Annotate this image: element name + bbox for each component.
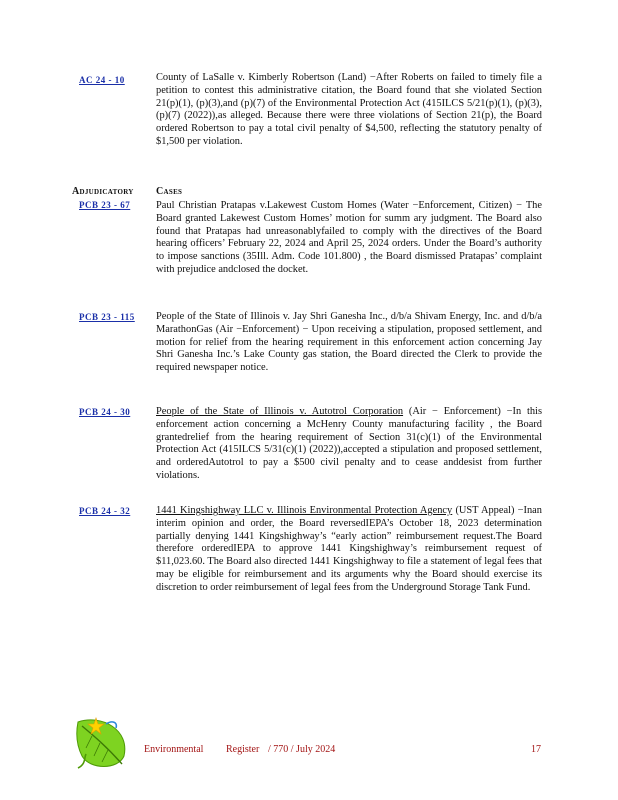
case-body: (UST Appeal) −Inan interim opinion and order, the Board reversedIEPA’s October 18, 2023 determination partially denying 1441 Kingshighway’s “early action” reimbursement request.The Board therefore orderedIEPA to approve 1441 Kingshighway’s reimbursement request of $11,023.60. The Board also directed 1441 Kingshighway to file a statement of legal fees that may be eligible for reimbursement and its arguments why the Board should exercise its discretion to order reimbursement of legal fees from the Underground Storage Tank Fund. [156,505,542,593]
case-id[interactable]: PCB 24 - 30 [79,407,131,417]
section-heading [72,186,134,197]
case-summary [156,406,542,483]
case-title: People of the State of Illinois v. Autotrol Corporation [156,406,404,417]
footer-issue: / 770 / July 2024 [268,744,336,755]
case-id[interactable]: PCB 24 - 32 [79,506,131,516]
case-summary [156,200,542,277]
section-heading-rest-2: ASES [163,188,183,196]
section-heading-initial-2: C [156,186,164,197]
case-summary [156,311,542,375]
section-heading-2 [156,186,182,197]
case-summary [156,72,542,149]
section-heading-initial: A [72,186,80,197]
case-id[interactable]: PCB 23 - 67 [79,200,131,210]
footer-register: Register [226,744,260,755]
case-body: County of LaSalle v. Kimberly Robertson (Land) −After Roberts on failed to timely file a petition to contest this administrative citation, the Board found that she violated Section 21(p)(1), (p)(3),and (p)(7) of the Environmental Protection Act (415ILCS 5/21(p)(1), (p)(3), (p)(7) (2022)),as alleged. Because there were three violations of Section 21(p), the Board ordered Robertson to pay a total civil penalty of $4,500, reflecting the statutory penalty of $1,500 per violation. [156,72,542,147]
case-body: (Air − Enforcement) −In this enforcement action concerning a McHenry County manufacturing facility , the Board grantedrelief from the hearing requirement of Section 31(c)(1) of the Environmental Protection Act (415ILCS 5/31(c)(1) (2022)),accepted a stipulation and proposed settlement, and orderedAutotrol to pay a $500 civil penalty and to cease anddesist from further violations. [156,406,542,481]
case-summary [156,505,542,595]
case-id[interactable]: PCB 23 - 115 [79,312,135,322]
case-body: People of the State of Illinois v. Jay Shri Ganesha Inc., d/b/a Shivam Energy, Inc. and d/b/a MarathonGas (Air −Enforcement) − Upon receiving a stipulation, proposed settlement, and motion for relief from the hearing requirement in this enforcement action concerning Jay Shri Ganesha Inc.’s Lake County gas station, the Board directed the Clerk to provide the required newspaper notice. [156,311,542,374]
page-number: 17 [531,744,541,755]
case-id[interactable]: AC 24 - 10 [79,75,125,85]
case-body: Paul Christian Pratapas v.Lakewest Custom Homes (Water −Enforcement, Citizen) − The Board granted Lakewest Custom Homes’ motion for summ ary judgment. The Board also found that Pratapas had unreasonablyfailed to comply with the directives of the Board hearing officers’ February 22, 2024 and April 25, 2024 orders. Under the Board’s authority to impose sanctions (35Ill. Adm. Code 101.800) , the Board dismissed Pratapas’ complaint with prejudice andclosed the docket. [156,200,542,275]
case-title: 1441 Kingshighway LLC v. Illinois Environmental Protection Agency [156,505,453,516]
section-heading-rest: DJUDICATORY [79,188,134,196]
footer-publication: Environmental [144,744,204,755]
leaf-logo-icon [72,712,134,772]
